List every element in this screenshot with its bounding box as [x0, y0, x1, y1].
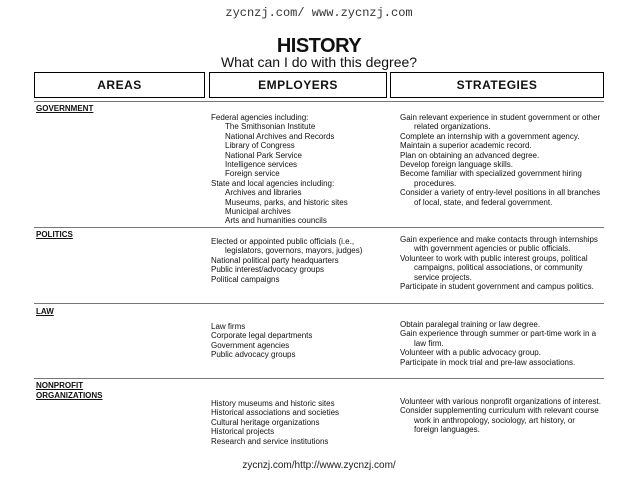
strategies-politics — [400, 235, 604, 291]
list-item: Develop foreign language skills. — [400, 160, 513, 170]
section-divider — [34, 227, 604, 228]
employers-government — [211, 113, 389, 226]
list-item: Research and service institutions — [211, 436, 329, 446]
list-item: law firm. — [414, 338, 444, 348]
list-item: Law firms — [211, 322, 246, 331]
list-item: Volunteer with a public advocacy group. — [400, 348, 541, 358]
list-item: of local, state, and federal government. — [414, 197, 553, 207]
list-item: Become familiar with specialized government hiring — [400, 169, 582, 179]
list-item: with government agencies or public officials. — [414, 244, 571, 254]
list-item: Foreign service — [225, 169, 280, 179]
list-item: service projects. — [414, 272, 472, 282]
list-item: State and local agencies including: — [211, 178, 335, 188]
list-item: Cultural heritage organizations — [211, 417, 320, 427]
list-item: Intelligence services — [225, 160, 298, 170]
list-item: Historical associations and societies — [211, 408, 340, 418]
page-title: HISTORY — [276, 35, 362, 57]
page-subtitle: What can I do with this degree? — [220, 54, 418, 70]
list-item: work in anthropology, sociology, art history, or — [414, 415, 575, 425]
list-item: Archives and libraries — [225, 188, 302, 198]
list-item: Arts and humanities councils — [225, 216, 327, 226]
strategies-law — [400, 320, 604, 367]
list-item: Volunteer with various nonprofit organizations of interest. — [400, 397, 602, 406]
watermark-top: zycnzj.com/ www.zycnzj.com — [225, 6, 413, 20]
list-item: The Smithsonian Institute — [225, 122, 316, 132]
list-item: Public interest/advocacy groups — [211, 265, 324, 275]
strategies-nonprofit — [400, 397, 604, 435]
employers-nonprofit — [211, 399, 389, 446]
employers-law — [211, 322, 389, 360]
list-item: National Park Service — [225, 150, 302, 160]
area-label-nonprofit: NONPROFIT ORGANIZATIONS — [36, 381, 103, 400]
list-item: National political party headquarters — [211, 255, 339, 265]
list-item: Consider a variety of entry-level positions in all branches — [400, 188, 601, 198]
list-item: National Archives and Records — [225, 131, 335, 141]
header-employers: EMPLOYERS — [209, 72, 387, 98]
list-item: Maintain a superior academic record. — [400, 141, 532, 151]
list-item: Plan on obtaining an advanced degree. — [400, 150, 540, 160]
section-divider — [34, 378, 604, 379]
header-areas: AREAS — [34, 72, 205, 98]
list-item: Public advocacy groups — [211, 350, 296, 360]
list-item: Government agencies — [211, 340, 290, 350]
list-item: foreign languages. — [414, 425, 480, 435]
area-label-law: LAW — [36, 307, 54, 316]
list-item: Museums, parks, and historic sites — [225, 197, 348, 207]
list-item: procedures. — [414, 178, 457, 188]
strategies-government — [400, 113, 604, 207]
list-item: Historical projects — [211, 427, 275, 437]
list-item: Volunteer to work with public interest groups, political — [400, 253, 588, 263]
list-item: Corporate legal departments — [211, 331, 313, 341]
area-label-politics: POLITICS — [36, 230, 73, 239]
list-item: Library of Congress — [225, 141, 295, 151]
section-divider — [34, 101, 604, 102]
list-item: Gain relevant experience in student government or other — [400, 113, 601, 122]
list-item: Elected or appointed public officials (i.e., — [211, 237, 355, 246]
employers-politics — [211, 237, 389, 284]
list-item: Participate in student government and campus politics. — [400, 282, 594, 292]
list-item: Political campaigns — [211, 274, 280, 284]
list-item: Municipal archives — [225, 207, 291, 217]
list-item: related organizations. — [414, 122, 491, 132]
list-item: Obtain paralegal training or law degree. — [400, 320, 541, 329]
list-item: campaigns, political associations, or community — [414, 263, 583, 273]
watermark-bottom: zycnzj.com/http://www.zycnzj.com/ — [242, 460, 396, 471]
area-label-government: GOVERNMENT — [36, 104, 94, 113]
header-strategies: STRATEGIES — [390, 72, 604, 98]
list-item: Gain experience through summer or part-time work in a — [400, 329, 597, 339]
list-item: Gain experience and make contacts through internships — [400, 235, 598, 244]
section-divider — [34, 303, 604, 304]
list-item: Complete an internship with a government agency. — [400, 131, 580, 141]
list-item: Consider supplementing curriculum with relevant course — [400, 406, 599, 416]
list-item: History museums and historic sites — [211, 399, 335, 408]
list-item: Participate in mock trial and pre-law associations. — [400, 357, 576, 367]
list-item: legislators, governors, mayors, judges) — [225, 246, 363, 256]
list-item: Federal agencies including: — [211, 113, 309, 122]
